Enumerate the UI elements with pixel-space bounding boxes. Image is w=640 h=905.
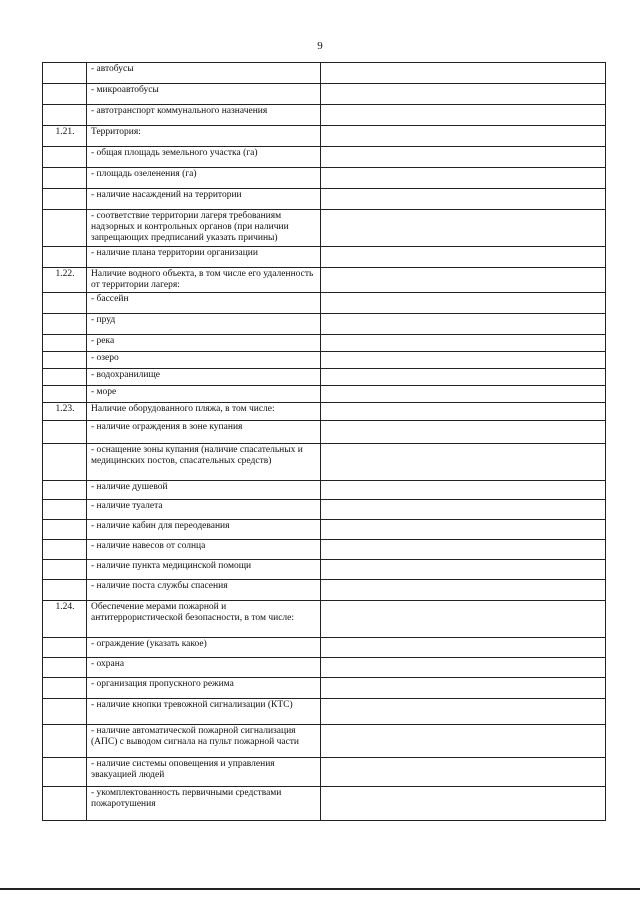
item-number: 1.22. xyxy=(43,268,87,293)
value-field[interactable] xyxy=(321,481,606,500)
item-number: 1.23. xyxy=(43,403,87,421)
item-number xyxy=(43,210,87,247)
item-label: - озеро xyxy=(87,352,321,369)
value-field[interactable] xyxy=(321,210,606,247)
table-row xyxy=(43,444,606,481)
table-row xyxy=(43,84,606,105)
value-field[interactable] xyxy=(321,580,606,601)
item-label: Наличие оборудованного пляжа, в том числе: xyxy=(87,403,321,421)
item-label: - охрана xyxy=(87,658,321,678)
item-number: 1.21. xyxy=(43,126,87,147)
value-field[interactable] xyxy=(321,247,606,268)
item-label: - общая площадь земельного участка (га) xyxy=(87,147,321,168)
item-number xyxy=(43,369,87,386)
value-field[interactable] xyxy=(321,386,606,403)
item-number xyxy=(43,699,87,725)
item-label: - оснащение зоны купания (наличие спасательных и медицинских постов, спасательных средств) xyxy=(87,444,321,481)
item-label: - соответствие территории лагеря требованиям надзорных и контрольных органов (при наличии запрещающих предписаний указать причины) xyxy=(87,210,321,247)
item-label: - наличие плана территории организации xyxy=(87,247,321,268)
item-label: - пруд xyxy=(87,314,321,335)
item-number xyxy=(43,293,87,314)
item-label: Территория: xyxy=(87,126,321,147)
value-field[interactable] xyxy=(321,403,606,421)
table-row xyxy=(43,638,606,658)
table-row xyxy=(43,168,606,189)
table-row xyxy=(43,386,606,403)
table-row xyxy=(43,247,606,268)
item-label: - микроавтобусы xyxy=(87,84,321,105)
value-field[interactable] xyxy=(321,84,606,105)
item-number xyxy=(43,678,87,699)
value-field[interactable] xyxy=(321,63,606,84)
table-row xyxy=(43,268,606,293)
item-label: - наличие автоматической пожарной сигнализация (АПС) с выводом сигнала на пульт пожарной части xyxy=(87,725,321,758)
value-field[interactable] xyxy=(321,678,606,699)
item-number xyxy=(43,352,87,369)
table-row xyxy=(43,601,606,638)
table-row xyxy=(43,421,606,444)
bottom-rule xyxy=(0,888,640,890)
item-label: - автобусы xyxy=(87,63,321,84)
item-number xyxy=(43,500,87,520)
page-number: 9 xyxy=(317,40,323,52)
item-number xyxy=(43,84,87,105)
item-number xyxy=(43,481,87,500)
value-field[interactable] xyxy=(321,699,606,725)
table-row xyxy=(43,540,606,560)
value-field[interactable] xyxy=(321,638,606,658)
item-label: - наличие пункта медицинской помощи xyxy=(87,560,321,580)
item-number xyxy=(43,444,87,481)
item-label: - автотранспорт коммунального назначения xyxy=(87,105,321,126)
table-row xyxy=(43,189,606,210)
value-field[interactable] xyxy=(321,369,606,386)
table-row xyxy=(43,678,606,699)
item-number xyxy=(43,314,87,335)
table-row xyxy=(43,658,606,678)
table-row xyxy=(43,500,606,520)
value-field[interactable] xyxy=(321,540,606,560)
item-label: - водохранилище xyxy=(87,369,321,386)
item-number xyxy=(43,247,87,268)
value-field[interactable] xyxy=(321,444,606,481)
item-number: 1.24. xyxy=(43,601,87,638)
table-row xyxy=(43,105,606,126)
value-field[interactable] xyxy=(321,758,606,787)
table-row xyxy=(43,481,606,500)
value-field[interactable] xyxy=(321,787,606,821)
value-field[interactable] xyxy=(321,658,606,678)
item-number xyxy=(43,540,87,560)
item-number xyxy=(43,63,87,84)
value-field[interactable] xyxy=(321,147,606,168)
item-label: Наличие водного объекта, в том числе его удаленность от территории лагеря: xyxy=(87,268,321,293)
item-label: - организация пропускного режима xyxy=(87,678,321,699)
item-number xyxy=(43,520,87,540)
value-field[interactable] xyxy=(321,601,606,638)
item-number xyxy=(43,725,87,758)
item-label: - ограждение (указать какое) xyxy=(87,638,321,658)
value-field[interactable] xyxy=(321,421,606,444)
item-number xyxy=(43,421,87,444)
table-row xyxy=(43,787,606,821)
item-number xyxy=(43,335,87,352)
item-label: - наличие кнопки тревожной сигнализации (КТС) xyxy=(87,699,321,725)
value-field[interactable] xyxy=(321,293,606,314)
item-label: Обеспечение мерами пожарной и антитеррористической безопасности, в том числе: xyxy=(87,601,321,638)
item-number xyxy=(43,168,87,189)
item-number xyxy=(43,580,87,601)
item-number xyxy=(43,147,87,168)
item-label: - наличие кабин для переодевания xyxy=(87,520,321,540)
item-label: - море xyxy=(87,386,321,403)
item-label: - река xyxy=(87,335,321,352)
value-field[interactable] xyxy=(321,105,606,126)
value-field[interactable] xyxy=(321,268,606,293)
item-label: - бассейн xyxy=(87,293,321,314)
value-field[interactable] xyxy=(321,168,606,189)
table-row xyxy=(43,369,606,386)
table-row xyxy=(43,699,606,725)
value-field[interactable] xyxy=(321,520,606,540)
value-field[interactable] xyxy=(321,126,606,147)
table-row xyxy=(43,725,606,758)
table-row xyxy=(43,293,606,314)
value-field[interactable] xyxy=(321,352,606,369)
item-label: - наличие поста службы спасения xyxy=(87,580,321,601)
item-label: - наличие туалета xyxy=(87,500,321,520)
item-label: - наличие насаждений на территории xyxy=(87,189,321,210)
table-row xyxy=(43,63,606,84)
item-label: - площадь озеленения (га) xyxy=(87,168,321,189)
value-field[interactable] xyxy=(321,189,606,210)
value-field[interactable] xyxy=(321,725,606,758)
item-number xyxy=(43,658,87,678)
table-row xyxy=(43,314,606,335)
table-row xyxy=(43,126,606,147)
table-row xyxy=(43,758,606,787)
value-field[interactable] xyxy=(321,560,606,580)
item-number xyxy=(43,758,87,787)
table-row xyxy=(43,335,606,352)
item-number xyxy=(43,105,87,126)
item-label: - укомплектованность первичными средствами пожаротушения xyxy=(87,787,321,821)
inspection-form-table xyxy=(42,62,606,821)
item-number xyxy=(43,189,87,210)
item-number xyxy=(43,787,87,821)
table-row xyxy=(43,560,606,580)
item-label: - наличие системы оповещения и управления эвакуацией людей xyxy=(87,758,321,787)
table-row xyxy=(43,210,606,247)
table-row xyxy=(43,580,606,601)
item-label: - наличие душевой xyxy=(87,481,321,500)
table-row xyxy=(43,403,606,421)
table-row xyxy=(43,147,606,168)
item-number xyxy=(43,560,87,580)
value-field[interactable] xyxy=(321,335,606,352)
table-row xyxy=(43,352,606,369)
value-field[interactable] xyxy=(321,500,606,520)
table-row xyxy=(43,520,606,540)
item-number xyxy=(43,638,87,658)
form-table-body xyxy=(43,63,606,821)
item-label: - наличие ограждения в зоне купания xyxy=(87,421,321,444)
value-field[interactable] xyxy=(321,314,606,335)
item-number xyxy=(43,386,87,403)
item-label: - наличие навесов от солнца xyxy=(87,540,321,560)
